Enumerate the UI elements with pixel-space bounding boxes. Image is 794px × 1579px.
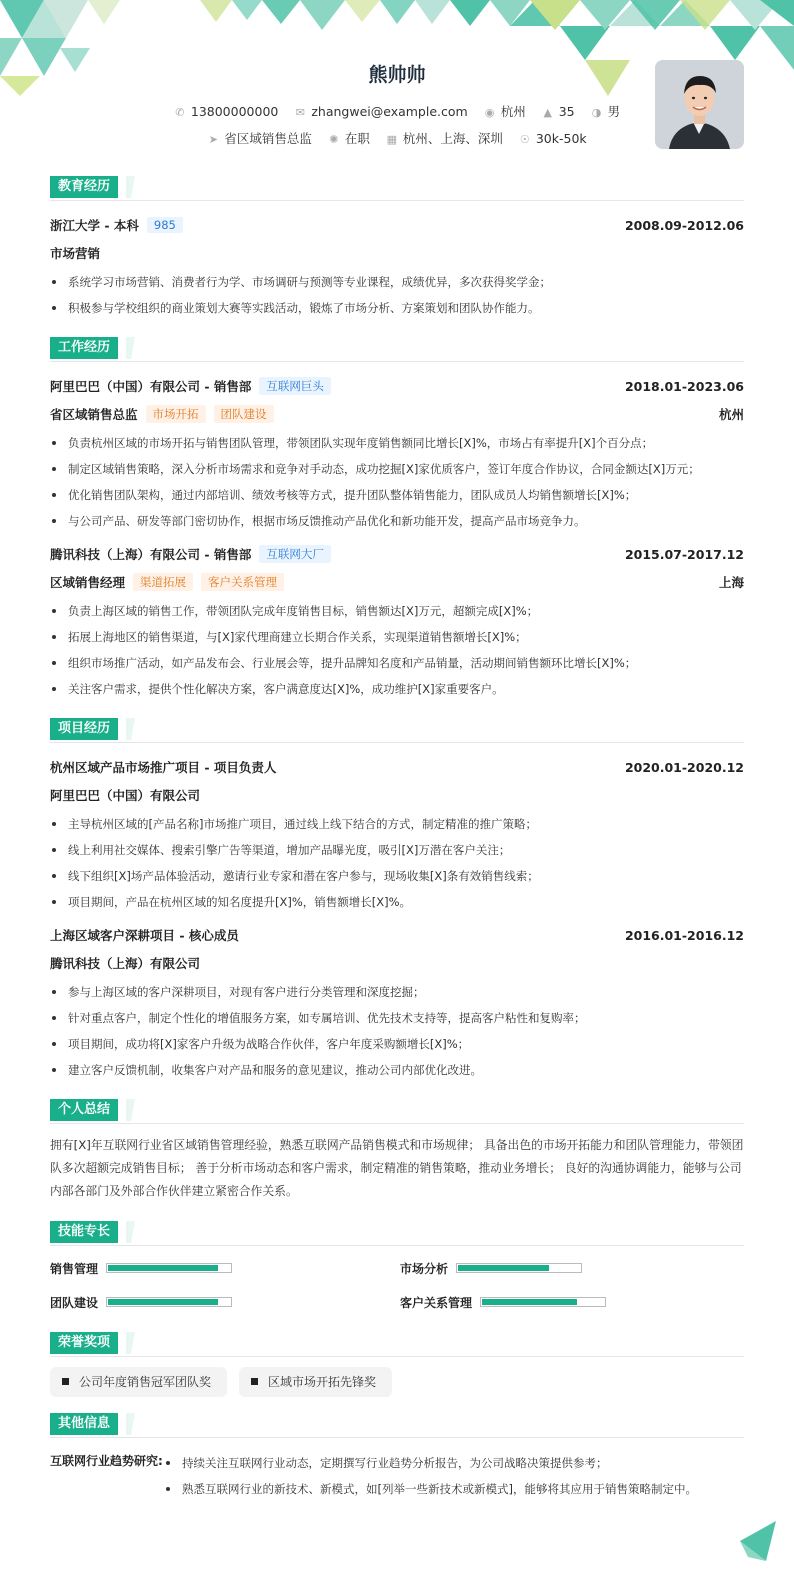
work-period: 2018.01-2023.06 [624,378,744,394]
job-intent-row [50,129,744,147]
section-title: 个人总结 [50,1099,118,1121]
list-item: 系统学习市场营销、消费者行为学、市场调研与预测等专业课程，成绩优异，多次获得奖学金； [50,269,744,295]
project-entry [50,753,744,915]
summary-section [50,1099,744,1203]
list-item: 建立客户反馈机制，收集客户对产品和服务的意见建议，推动公司内部优化改进。 [50,1057,744,1083]
role: 省区域销售总监 [50,407,138,422]
work-heading [50,337,744,362]
work-entry [50,540,744,702]
avatar-portrait-icon [655,60,744,149]
gender-icon: ◑ [591,106,602,119]
other-heading [50,1413,744,1438]
project-bullets [50,979,744,1083]
projects-heading [50,718,744,743]
company-tag: 互联网大厂 [259,545,331,563]
list-item: 项目期间，成功将[X]家客户升级为战略合作伙伴，客户年度采购额增长[X]%； [50,1031,744,1057]
list-item: 优化销售团队架构，通过内部培训、绩效考核等方式，提升团队整体销售能力，团队成员人均销售额增长[X]%； [50,482,744,508]
avatar [655,60,744,149]
role-tag: 渠道拓展 [133,573,193,591]
project-period: 2016.01-2016.12 [624,927,744,943]
education-period: 2008.09-2012.06 [624,217,744,233]
role-tag: 团队建设 [214,405,274,423]
work-period: 2015.07-2017.12 [624,546,744,562]
skill-name: 客户关系管理 [400,1295,473,1310]
list-item: 参与上海区域的客户深耕项目，对现有客户进行分类管理和深度挖掘； [50,979,744,1005]
role-tag: 客户关系管理 [201,573,284,591]
project-entry [50,921,744,1083]
school-tag: 985 [147,217,183,233]
honors-list [50,1367,744,1397]
cake-icon: ▲ [543,106,552,119]
skill-bar [480,1297,606,1307]
company-tag: 互联网巨头 [259,377,331,395]
major: 市场营销 [50,246,101,261]
list-item: 项目期间，产品在杭州区域的知名度提升[X]%，销售额增长[X]%。 [50,889,744,915]
phone-icon: ✆ [175,106,185,119]
section-title: 教育经历 [50,176,118,198]
target-position: ➤ 省区域销售总监 [208,131,312,146]
skills-grid [50,1256,744,1314]
skill-bar [106,1297,232,1307]
target-cities: ▦ 杭州、上海、深圳 [386,131,503,146]
summary-text: 拥有[X]年互联网行业省区域销售管理经验，熟悉互联网产品销售模式和市场规律； 具备出色的市场开拓能力和团队管理能力，带领团队多次超额完成销售目标； 善于分析市场动态和客户需求，制定精准的销售策略，推动业务增长； 良好的沟通协调能力，能够与公司内部各部门及外部合作伙伴建立紧密合作关系。 [50,1138,744,1198]
honor-badge: 公司年度销售冠军团队奖 [50,1367,227,1397]
list-item: 针对重点客户，制定个性化的增值服务方案，如专属培训、优先技术支持等，提高客户粘性和复购率； [50,1005,744,1031]
major-row [50,239,744,267]
projects-section [50,718,744,1083]
company: 阿里巴巴（中国）有限公司 - 销售部 [50,379,252,394]
list-item: 熟悉互联网行业的新技术、新模式，如[列举一些新技术或新模式]，能够将其应用于销售策略制定中。 [164,1476,697,1502]
salary: ☉ 30k-50k [519,131,587,146]
city: ◉ 杭州 [484,104,526,119]
square-bullet-icon [62,1378,69,1385]
skill-bar [456,1263,582,1273]
project-org: 腾讯科技（上海）有限公司 [50,956,201,971]
honors-section [50,1332,744,1397]
list-item: 线上利用社交媒体、搜索引擎广告等渠道，增加产品曝光度，吸引[X]万潜在客户关注； [50,837,744,863]
building-icon: ▦ [386,133,398,146]
role: 区域销售经理 [50,575,126,590]
project-bullets [50,811,744,915]
project-title: 杭州区域产品市场推广项目 - 项目负责人 [50,760,277,775]
profile-header [50,0,744,170]
list-item: 线下组织[X]场产品体验活动，邀请行业专家和潜在客户参与，现场收集[X]条有效销售线索； [50,863,744,889]
money-icon: ☉ [519,133,530,146]
section-title: 其他信息 [50,1413,118,1435]
name: 熊帅帅 [368,64,426,86]
age: ▲ 35 [543,104,575,119]
work-location: 杭州 [718,407,744,422]
work-section [50,337,744,702]
skills-heading [50,1221,744,1246]
role-tag: 市场开拓 [146,405,206,423]
other-entry [50,1448,744,1502]
section-title: 荣誉奖项 [50,1332,118,1354]
project-period: 2020.01-2020.12 [624,759,744,775]
skill-item [50,1256,400,1280]
list-item: 关注客户需求，提供个性化解决方案，客户满意度达[X]%，成功维护[X]家重要客户。 [50,676,744,702]
work-location: 上海 [718,575,744,590]
list-item: 组织市场推广活动，如产品发布会、行业展会等，提升品牌知名度和产品销量，活动期间销售额环比增长[X]%； [50,650,744,676]
honor-badge: 区域市场开拓先锋奖 [239,1367,392,1397]
section-title: 项目经历 [50,718,118,740]
other-bullets [164,1450,697,1502]
list-item: 积极参与学校组织的商业策划大赛等实践活动，锻炼了市场分析、方案策划和团队协作能力。 [50,295,744,321]
email: ✉ zhangwei@example.com [295,104,468,119]
summary-heading [50,1099,744,1124]
square-bullet-icon [251,1378,258,1385]
education-section [50,176,744,321]
list-item: 主导杭州区域的[产品名称]市场推广项目，通过线上线下结合的方式，制定精准的推广策略； [50,811,744,837]
education-heading [50,176,744,201]
company: 腾讯科技（上海）有限公司 - 销售部 [50,547,252,562]
education-bullets [50,269,744,321]
send-icon: ➤ [208,133,218,146]
list-item: 与公司产品、研发等部门密切协作，根据市场反馈推动产品优化和新功能开发，提高产品市场竞争力。 [50,508,744,534]
other-title: 互联网行业趋势研究: [50,1454,163,1468]
skill-item [400,1290,740,1314]
skill-name: 团队建设 [50,1295,99,1310]
section-title: 技能专长 [50,1221,118,1243]
skill-name: 销售管理 [50,1261,99,1276]
skill-name: 市场分析 [400,1261,449,1276]
status-icon: ✺ [329,133,339,146]
list-item: 拓展上海地区的销售渠道，与[X]家代理商建立长期合作关系，实现渠道销售额增长[X]%； [50,624,744,650]
skills-section [50,1221,744,1314]
phone: ✆ 13800000000 [175,104,279,119]
list-item: 制定区域销售策略，深入分析市场需求和竞争对手动态，成功挖掘[X]家优质客户，签订年度合作协议，合同金额达[X]万元； [50,456,744,482]
other-section [50,1413,744,1502]
school: 浙江大学 - 本科 [50,218,139,233]
gender: ◑ 男 [591,104,621,119]
work-entry [50,372,744,534]
section-title: 工作经历 [50,337,118,359]
work-bullets [50,430,744,534]
location-icon: ◉ [484,106,495,119]
skill-item [50,1290,400,1314]
project-title: 上海区域客户深耕项目 - 核心成员 [50,928,239,943]
list-item: 负责上海区域的销售工作，带领团队完成年度销售目标，销售额达[X]万元，超额完成[X]%； [50,598,744,624]
footer-decoration [740,1521,776,1561]
skill-bar [106,1263,232,1273]
contact-row [50,102,744,120]
job-status: ✺ 在职 [329,131,370,146]
work-bullets [50,598,744,702]
project-org: 阿里巴巴（中国）有限公司 [50,788,201,803]
list-item: 负责杭州区域的市场开拓与销售团队管理，带领团队实现年度销售额同比增长[X]%，市场占有率提升[X]个百分点； [50,430,744,456]
list-item: 持续关注互联网行业动态，定期撰写行业趋势分析报告，为公司战略决策提供参考； [164,1450,697,1476]
honors-heading [50,1332,744,1357]
skill-item [400,1256,740,1280]
education-entry [50,211,744,239]
mail-icon: ✉ [295,106,305,119]
